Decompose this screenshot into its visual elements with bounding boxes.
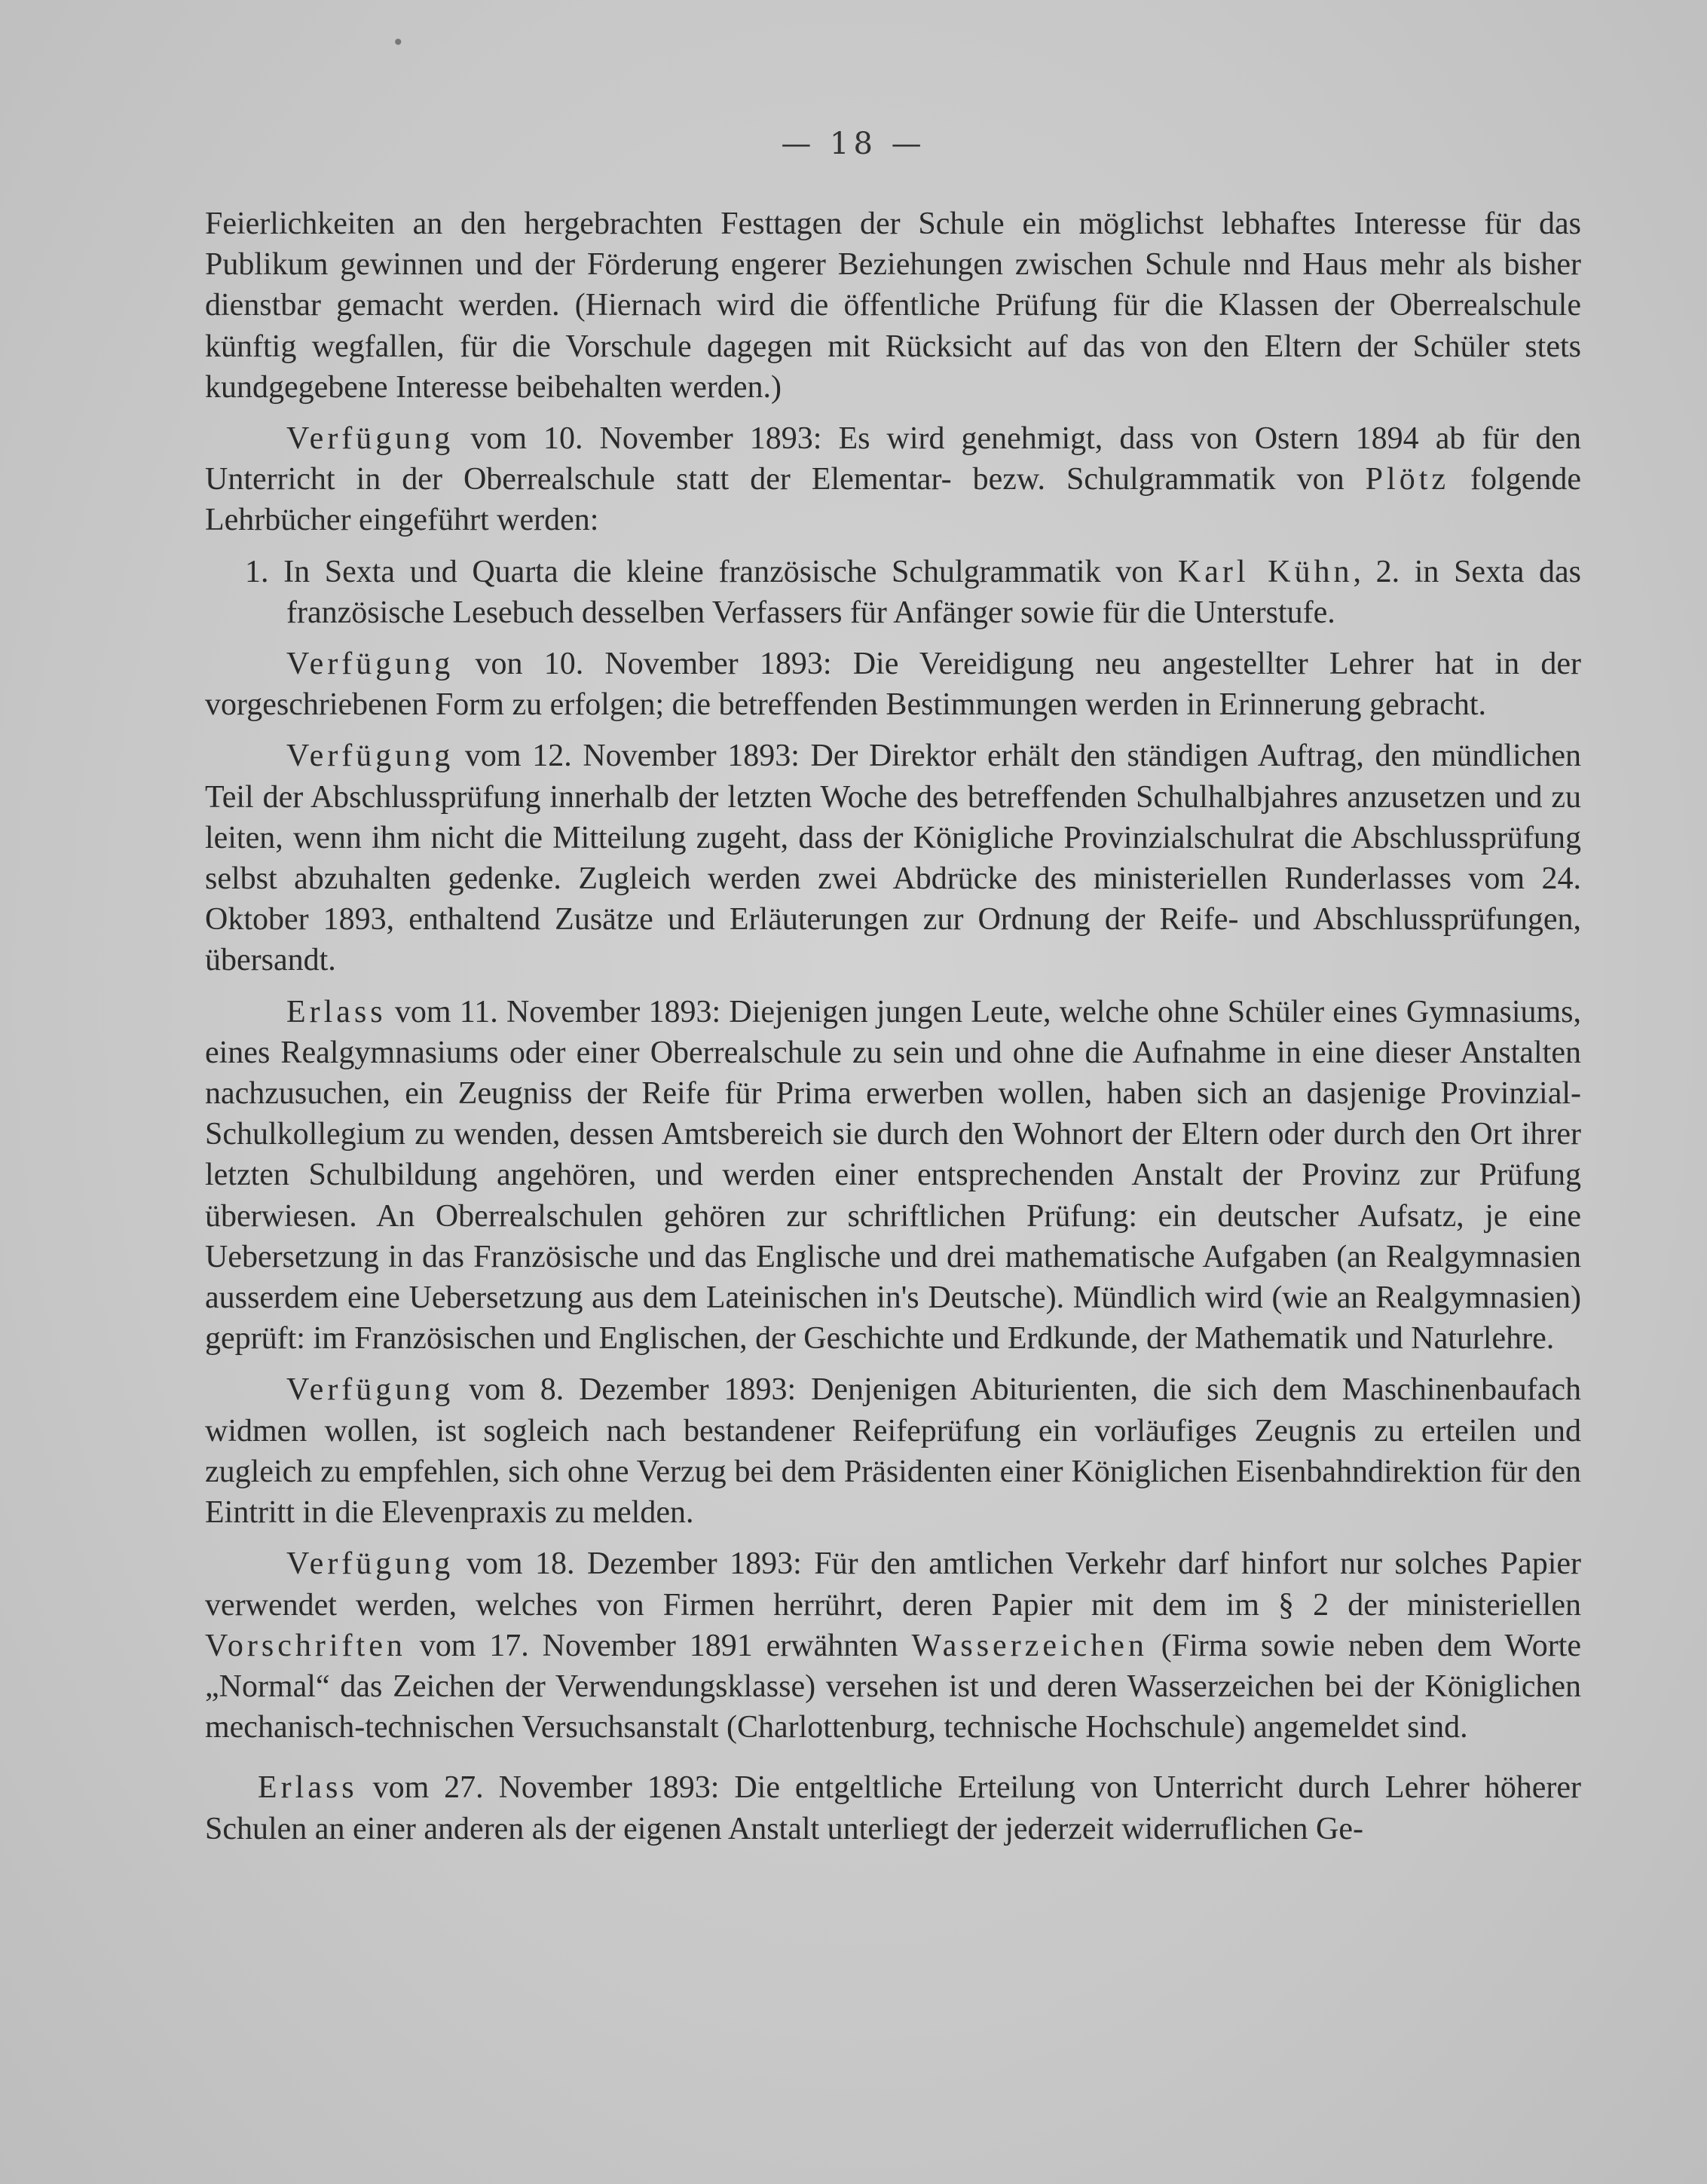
page-number: — 18 — — [781, 127, 926, 161]
list-item-1: 1. In Sexta und Quarta die kleine französische Schulgrammatik von Karl Kühn, 2. in Sexta das französische Lesebuch desselben Verfassers für Anfänger sowie für die Unterstufe. — [245, 554, 1581, 630]
paragraph-3: Verfügung von 10. November 1893: Die Vereidigung neu angestellter Lehrer hat in der vorgeschriebenen Form zu erfolgen; die betreffenden Bestimmungen werden in Erinnerung gebracht. — [205, 647, 1581, 723]
paragraph-6: Verfügung vom 8. Dezember 1893: Denjenigen Abiturienten, die sich dem Maschinenbaufach widmen wollen, ist sogleich nach bestandener Reifeprüfung ein vorläufiges Zeugnis zu erteilen und zugleich zu empfehlen, sich ohne Verzug bei dem Präsidenten einer Königlichen Eisenbahndirektion für den Eintritt in die Elevenpraxis zu melden. — [205, 1372, 1581, 1531]
body-text — [205, 203, 1581, 1849]
paragraph-4: Verfügung vom 12. November 1893: Der Direktor erhält den ständigen Auftrag, den mündlichen Teil der Abschlussprüfung innerhalb der letzten Woche des betreffenden Schulhalbjahres anzusetzen und zu leiten, wenn ihm nicht die Mitteilung zugeht, dass der Königliche Provinzialschulrat die Abschlussprüfung selbst abzuhalten gedenke. Zugleich werden zwei Abdrücke des ministeriellen Runderlasses vom 24. Oktober 1893, enthaltend Zusätze und Erläuterungen zur Ordnung der Reife- und Abschlussprüfungen, übersandt. — [205, 739, 1581, 978]
paragraph-5: Erlass vom 11. November 1893: Diejenigen jungen Leute, welche ohne Schüler eines Gymnasiums, eines Realgymnasiums oder einer Oberrealschule zu sein und ohne die Aufnahme in eine dieser Anstalten nachzusuchen, ein Zeugniss der Reife für Prima erwerben wollen, haben sich an dasjenige Provinzial-Schulkollegium zu wenden, dessen Amtsbereich sie durch den Wohnort der Eltern oder durch den Ort ihrer letzten Schulbildung angehören, und werden einer entsprechenden Anstalt der Provinz zur Prüfung überwiesen. An Oberrealschulen gehören zur schriftlichen Prüfung: ein deutscher Aufsatz, je eine Uebersetzung in das Französische und das Englische und drei mathematische Aufgaben (an Realgymnasien ausserdem eine Uebersetzung aus dem Lateinischen in's Deutsche). Mündlich wird (wie an Realgymnasien) geprüft: im Französischen und Englischen, der Geschichte und Erdkunde, der Mathematik und Naturlehre. — [205, 994, 1581, 1357]
paragraph-7: Verfügung vom 18. Dezember 1893: Für den amtlichen Verkehr darf hinfort nur solches Papier verwendet werden, welches von Firmen herrührt, deren Papier mit dem im § 2 der ministeriellen Vorschriften vom 17. November 1891 erwähnten Wasserzeichen (Firma sowie neben dem Worte „Normal“ das Zeichen der Verwendungsklasse) versehen ist und deren Wasserzeichen bei der Königlichen mechanisch-technischen Versuchsanstalt (Charlottenburg, technische Hochschule) angemeldet sind. — [205, 1546, 1581, 1745]
paragraph-8: Erlass vom 27. November 1893: Die entgeltliche Erteilung von Unterricht durch Lehrer höherer Schulen an einer anderen als der eigenen Anstalt unterliegt der jederzeit widerruflichen Ge- — [205, 1770, 1581, 1846]
speck-mark: • — [392, 30, 405, 55]
paragraph-2: Verfügung vom 10. November 1893: Es wird genehmigt, dass von Ostern 1894 ab für den Unterricht in der Oberrealschule statt der Elementar- bezw. Schulgrammatik von Plötz folgende Lehrbücher eingeführt werden: — [205, 421, 1581, 538]
paragraph-1: Feierlichkeiten an den hergebrachten Festtagen der Schule ein möglichst lebhaftes Interesse für das Publikum gewinnen und der Förderung engerer Beziehungen zwischen Schule nnd Haus mehr als bisher dienstbar gemacht werden. (Hiernach wird die öffentliche Prüfung für die Klassen der Oberrealschule künftig wegfallen, für die Vorschule dagegen mit Rücksicht auf das von den Eltern der Schüler stets kundgegebene Interesse beibehalten werden.) — [205, 206, 1581, 405]
